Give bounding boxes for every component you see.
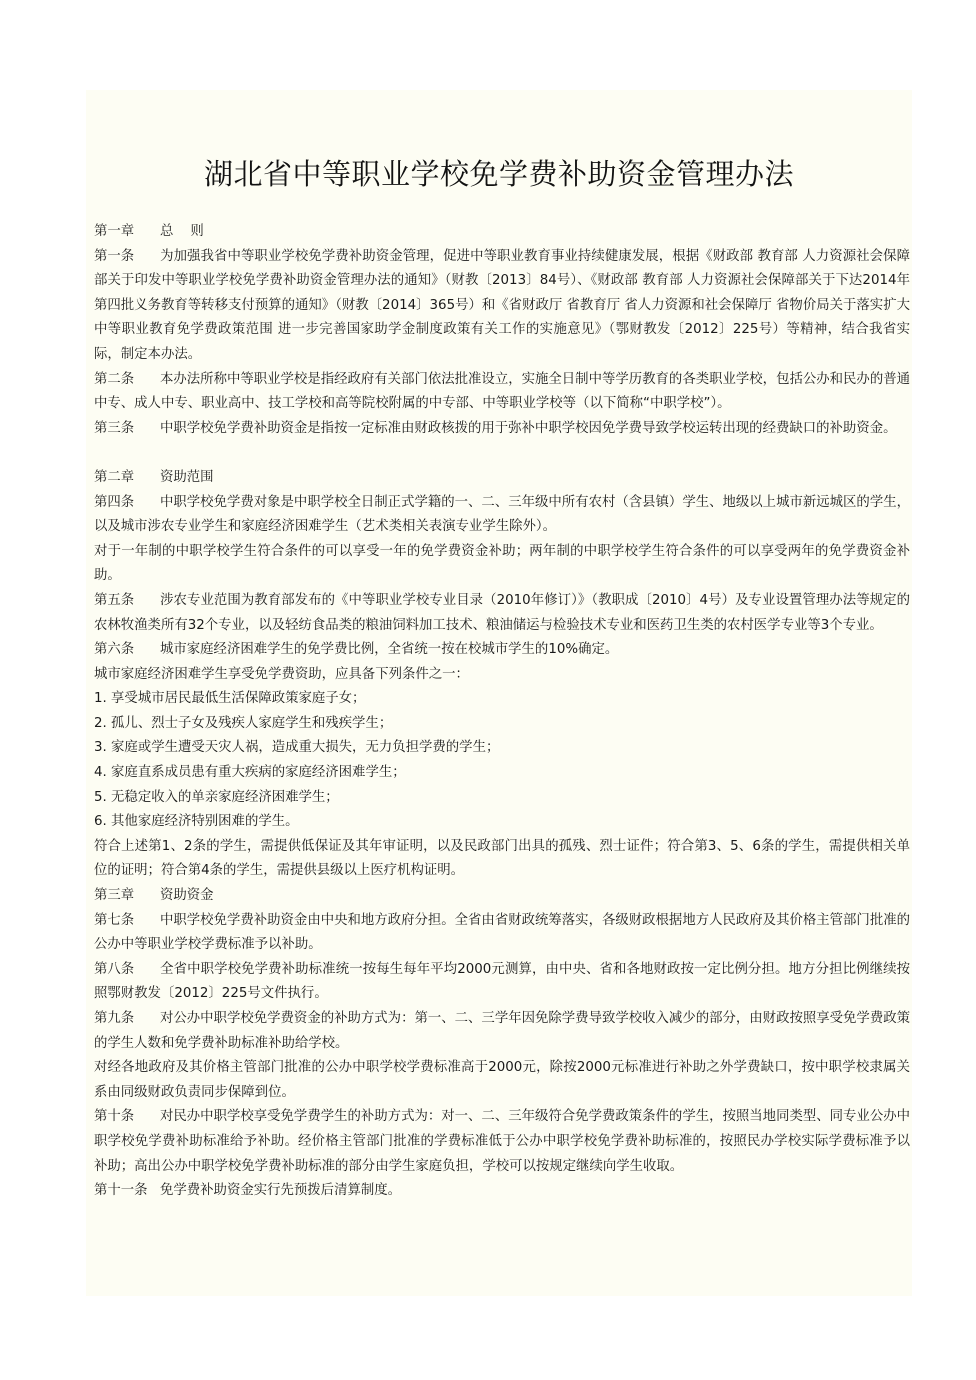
- paragraph: [94, 736, 910, 761]
- article-label: 第十条: [94, 1109, 135, 1125]
- article-label: 第二章: [94, 469, 135, 485]
- paragraph: [94, 810, 910, 835]
- paragraph: [94, 835, 910, 884]
- article-label: 第六条: [94, 642, 135, 658]
- document-title: 湖北省中等职业学校免学费补助资金管理办法: [203, 157, 794, 191]
- paragraph-text: 城市家庭经济困难学生的免学费比例，全省统一按在校城市学生的10%确定。: [160, 642, 619, 658]
- paragraph: [94, 958, 910, 1007]
- article-label: 第九条: [94, 1011, 135, 1026]
- paragraph: [94, 1105, 910, 1179]
- paragraph-text: 城市家庭经济困难学生享受免学费资助，应具备下列条件之一：: [94, 666, 469, 682]
- paragraph: [94, 884, 910, 909]
- paragraph: [94, 368, 910, 417]
- paragraph-text: 全省中职学校免学费补助标准统一按每生每年平均2000元测算，由中央、省和各地财政按一定比例分担。地方分担比例继续按照鄂财教发〔2012〕225号文件执行。: [94, 961, 910, 1002]
- paragraph: [94, 540, 910, 589]
- paragraph: [94, 220, 910, 245]
- article-label: 第八条: [94, 961, 135, 977]
- paragraph: [94, 761, 910, 786]
- paragraph: [94, 1056, 910, 1105]
- document-body: [94, 220, 910, 1204]
- paragraph-text: 符合上述第1、2条的学生，需提供低保证及其年审证明，以及民政部门出具的孤残、烈士证件；符合第3、5、6条的学生，需提供相关单位的证明；符合第4条的学生，需提供县级以上医疗机构证明。: [94, 838, 910, 879]
- article-label: 第三章: [94, 888, 135, 904]
- paragraph-text: 对公办中职学校免学费资金的补助方式为：第一、二、三学年因免除学费导致学校收入减少的部分，由财政按照享受免学费政策的学生人数和免学费补助标准补助给学校。: [94, 1011, 910, 1051]
- paragraph: [94, 1179, 910, 1204]
- paragraph-text: 资助资金: [160, 888, 214, 904]
- paragraph-text: 对经各地政府及其价格主管部门批准的公办中职学校学费标准高于2000元，除按2000元标准进行补助之外学费缺口，按中职学校隶属关系由同级财政负责同步保障到位。: [94, 1060, 910, 1100]
- paragraph-text: 6. 其他家庭经济特别困难的学生。: [94, 814, 299, 830]
- paragraph-text: 中职学校免学费补助资金由中央和地方政府分担。全省由省财政统筹落实，各级财政根据地方人民政府及其价格主管部门批准的公办中等职业学校学费标准予以补助。: [94, 912, 910, 953]
- paragraph: [94, 245, 910, 368]
- paragraph: [94, 663, 910, 688]
- article-label: 第二条: [94, 371, 135, 387]
- paragraph-text: 免学费补助资金实行先预拨后清算制度。: [160, 1183, 402, 1199]
- paragraph-text: 2. 孤儿、烈士子女及残疾人家庭学生和残疾学生；: [94, 715, 393, 731]
- document-page: [86, 90, 912, 1296]
- paragraph: [94, 909, 910, 958]
- paragraph-text: 3. 家庭或学生遭受天灾人祸，造成重大损失，无力负担学费的学生；: [94, 740, 500, 756]
- paragraph-text: 为加强我省中等职业学校免学费补助资金管理，促进中等职业教育事业持续健康发展，根据《财政部 教育部 人力资源社会保障部关于印发中等职业学校免学费补助资金管理办法的通知》（财教〔2013〕84号）、《财政部 教育部 人力资源社会保障部关于下达2014年第四批义务教育等转移支付预算的通知》（财教〔2014〕365号）和《省财政厅 省教育厅 省人力资源和社会保障厅 省物价局关于落实扩大中等职业教育免学费政策范围 进一步完善国家助学金制度政策有关工作的实施意见》（鄂财教发〔2012〕225号）等精神，结合我省实际，制定本办法。: [94, 248, 910, 362]
- paragraph-text: 本办法所称中等职业学校是指经政府有关部门依法批准设立，实施全日制中等学历教育的各类职业学校，包括公办和民办的普通中专、成人中专、职业高中、技工学校和高等院校附属的中专部、中等职业学校等（以下简称“中职学校”）。: [94, 371, 910, 412]
- paragraph: [94, 589, 910, 638]
- paragraph: [94, 638, 910, 663]
- paragraph: [94, 466, 910, 491]
- paragraph-text: 5. 无稳定收入的单亲家庭经济困难学生；: [94, 789, 339, 805]
- paragraph: [94, 491, 910, 540]
- article-label: 第三条: [94, 420, 135, 436]
- article-label: 第四条: [94, 494, 135, 510]
- paragraph: [94, 1007, 910, 1056]
- paragraph-text: 4. 家庭直系成员患有重大疾病的家庭经济困难学生；: [94, 765, 406, 781]
- paragraph-text: 对民办中职学校享受免学费学生的补助方式为：对一、二、三年级符合免学费政策条件的学生，按照当地同类型、同专业公办中职学校免学费补助标准给予补助。经价格主管部门批准的学费标准低于公办中职学校免学费补助标准的，按照民办学校实际学费标准予以补助；高出公办中职学校免学费补助标准的部分由学生家庭负担，学校可以按规定继续向学生收取。: [94, 1109, 910, 1174]
- paragraph: [94, 687, 910, 712]
- paragraph: [94, 417, 910, 442]
- paragraph-blank: [94, 441, 910, 466]
- paragraph: [94, 786, 910, 811]
- paragraph-text: 资助范围: [160, 469, 214, 485]
- paragraph-text: 总 则: [160, 224, 204, 239]
- paragraph-text: 涉农专业范围为教育部发布的《中等职业学校专业目录（2010年修订）》（教职成〔2010〕4号）及专业设置管理办法等规定的农林牧渔类所有32个专业，以及轻纺食品类的粮油饲料加工技术、粮油储运与检验技术专业和医药卫生类的农村医学专业等3个专业。: [94, 592, 910, 633]
- paragraph: [94, 712, 910, 737]
- article-label: 第五条: [94, 592, 135, 608]
- article-label: 第十一条: [94, 1183, 148, 1199]
- paragraph-text: 中职学校免学费对象是中职学校全日制正式学籍的一、二、三年级中所有农村（含县镇）学生、地级以上城市新远城区的学生，以及城市涉农专业学生和家庭经济困难学生（艺术类相关表演专业学生除外）。: [94, 494, 910, 535]
- article-label: 第七条: [94, 912, 135, 928]
- paragraph-text: 中职学校免学费补助资金是指按一定标准由财政核拨的用于弥补中职学校因免学费导致学校运转出现的经费缺口的补助资金。: [160, 420, 897, 436]
- paragraph-text: 1. 享受城市居民最低生活保障政策家庭子女；: [94, 691, 366, 707]
- paragraph-text: 对于一年制的中职学校学生符合条件的可以享受一年的免学费资金补助；两年制的中职学校学生符合条件的可以享受两年的免学费资金补助。: [94, 543, 910, 584]
- article-label: 第一条: [94, 248, 135, 264]
- article-label: 第一章: [94, 224, 135, 239]
